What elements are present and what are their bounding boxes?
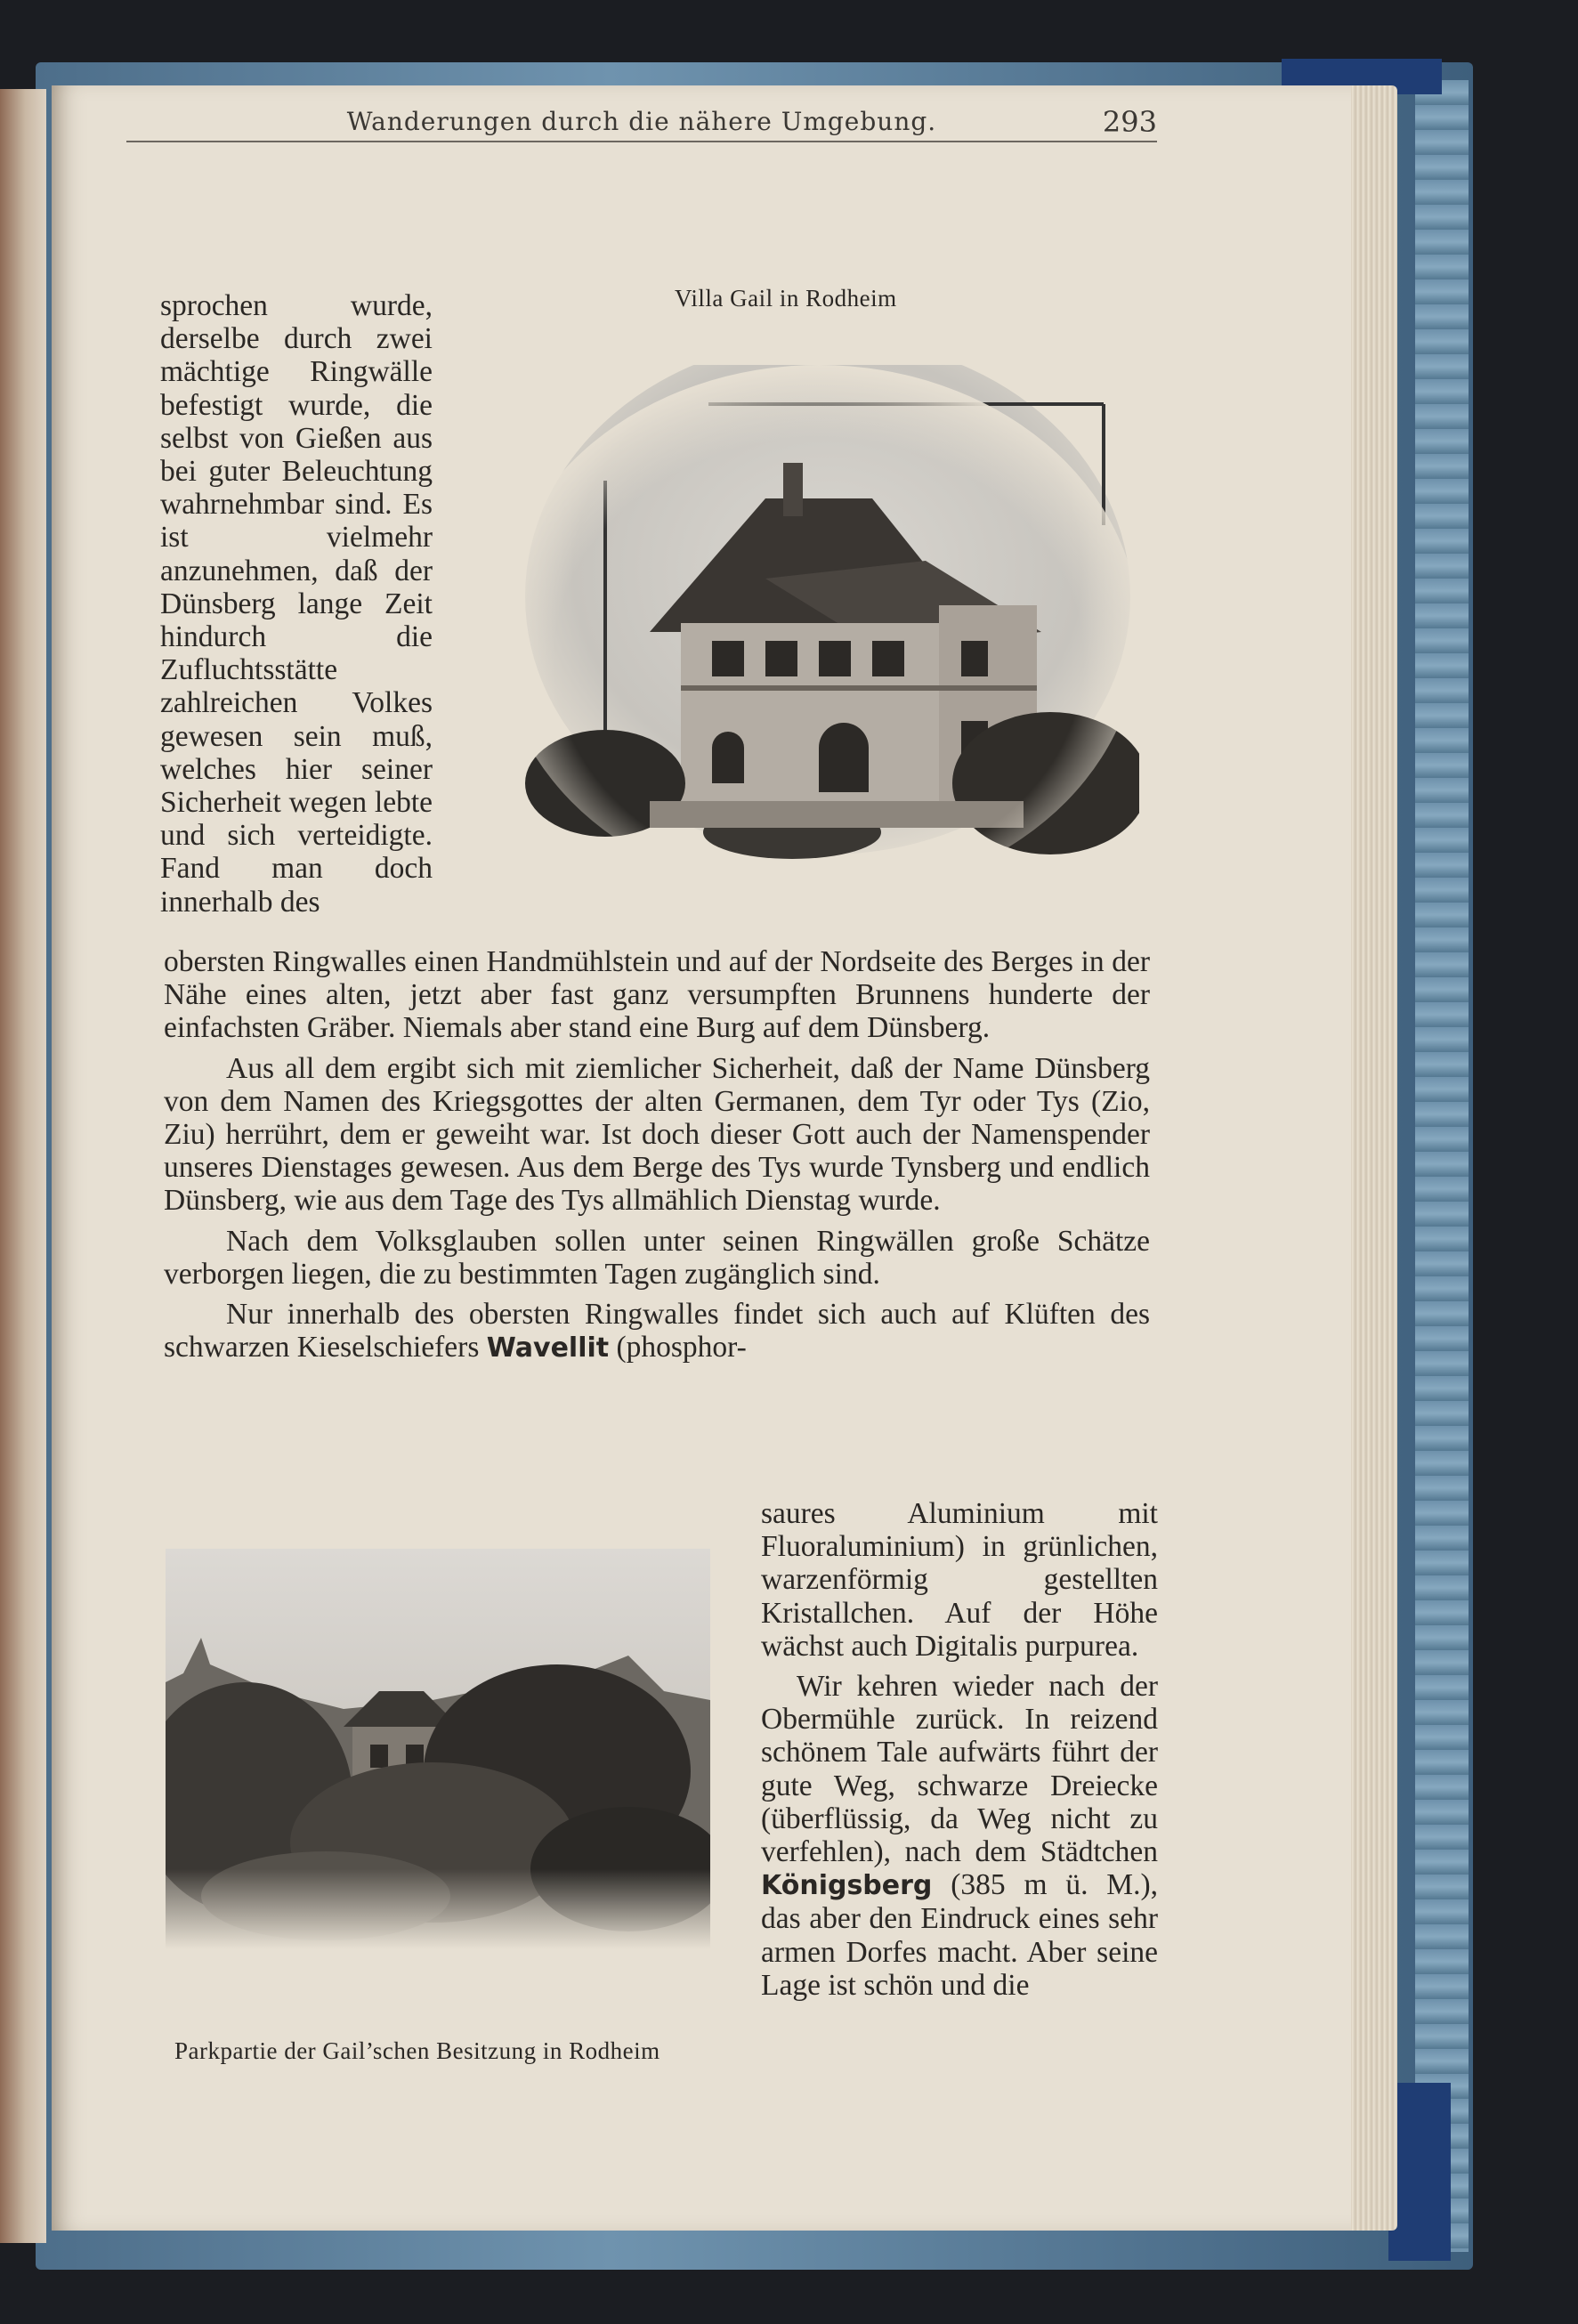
paragraph-5-text-b: (385 m ü. M.), das aber den Eindruck eines sehr armen Dorfes macht. Aber seine Lage ist schön und die [761, 1868, 1158, 2002]
park-caption: Parkpartie der Gail’schen Besitzung in Rodheim [174, 2037, 660, 2064]
paragraph-5-text-a: Wir kehren wieder nach der Obermühle zurück. In reizend schönem Tale aufwärts führt der gute Weg, schwarze Dreiecke (überflüssig, da Weg nicht zu verfehlen), nach dem Städtchen [761, 1670, 1158, 1869]
park-photo [166, 1549, 710, 1949]
cover-edge [1415, 80, 1469, 2252]
villa-photo [498, 365, 1139, 899]
term-wavellit: Wavellit [486, 1332, 610, 1364]
running-title: Wanderungen durch die nähere Umgebung. [346, 107, 937, 136]
villa-caption: Villa Gail in Rodheim [675, 285, 897, 312]
narrow-column-bottom [761, 1497, 1158, 2002]
paragraph-5 [761, 1670, 1158, 2002]
cover-corner-bottom [1388, 2083, 1451, 2261]
paragraph-4-text-a: Nur innerhalb des obersten Ringwalles findet sich auch auf Klüften des schwarzen Kieselschiefers [164, 1298, 1150, 1364]
paragraph-4-text-b: (phosphor- [616, 1331, 747, 1364]
running-header [126, 105, 1157, 142]
page-number: 293 [1102, 105, 1157, 139]
narrow-column-text: sprochen wurde, derselbe durch zwei mächtige Ringwälle befestigt wurde, die selbst von Gießen aus bei guter Beleuchtung wahrnehmbar sind. Es ist vielmehr anzunehmen, daß der Dünsberg lange Zeit hindurch die Zufluchtsstätte zahlreichen Volkes gewesen sein muß, welches hier seiner Sicherheit wegen lebte und sich verteidigte. Fand man doch innerhalb des [160, 289, 433, 919]
left-page-edge [0, 89, 46, 2243]
term-koenigsberg: Königsberg [761, 1870, 933, 1902]
narrow-column-top [160, 289, 433, 919]
paragraph-2: Aus all dem ergibt sich mit ziemlicher Sicherheit, daß der Name Dünsberg von dem Namen des Kriegsgottes der alten Germanen, dem Tyr oder Tys (Zio, Ziu) herrührt, dem er geweiht war. Ist doch dieser Gott auch der Namenspender unseres Dienstages gewesen. Aus dem Berge des Tys wurde Tynsberg und endlich Dünsberg, wie aus dem Tage des Tys allmählich Dienstag wurde. [164, 1051, 1150, 1218]
paragraph-1-continuation: obersten Ringwalles einen Handmühlstein und auf der Nordseite des Berges in der Nähe eines alten, jetzt aber fast ganz versumpften Brunnens hunderte der einfachsten Gräber. Niemals aber stand eine Burg auf dem Dünsberg. [164, 945, 1150, 1045]
paragraph-3: Nach dem Volksglauben sollen unter seinen Ringwällen große Schätze verborgen liegen, die zu bestimmten Tagen zugänglich sind. [164, 1224, 1150, 1291]
paragraph-4-narrow: saures Aluminium mit Fluoraluminium) in grünlichen, warzenförmig gestellten Kristallchen. Auf der Höhe wächst auch Digitalis purpurea. [761, 1497, 1158, 1663]
paragraph-4-start [164, 1298, 1150, 1364]
full-width-text [164, 945, 1150, 1364]
